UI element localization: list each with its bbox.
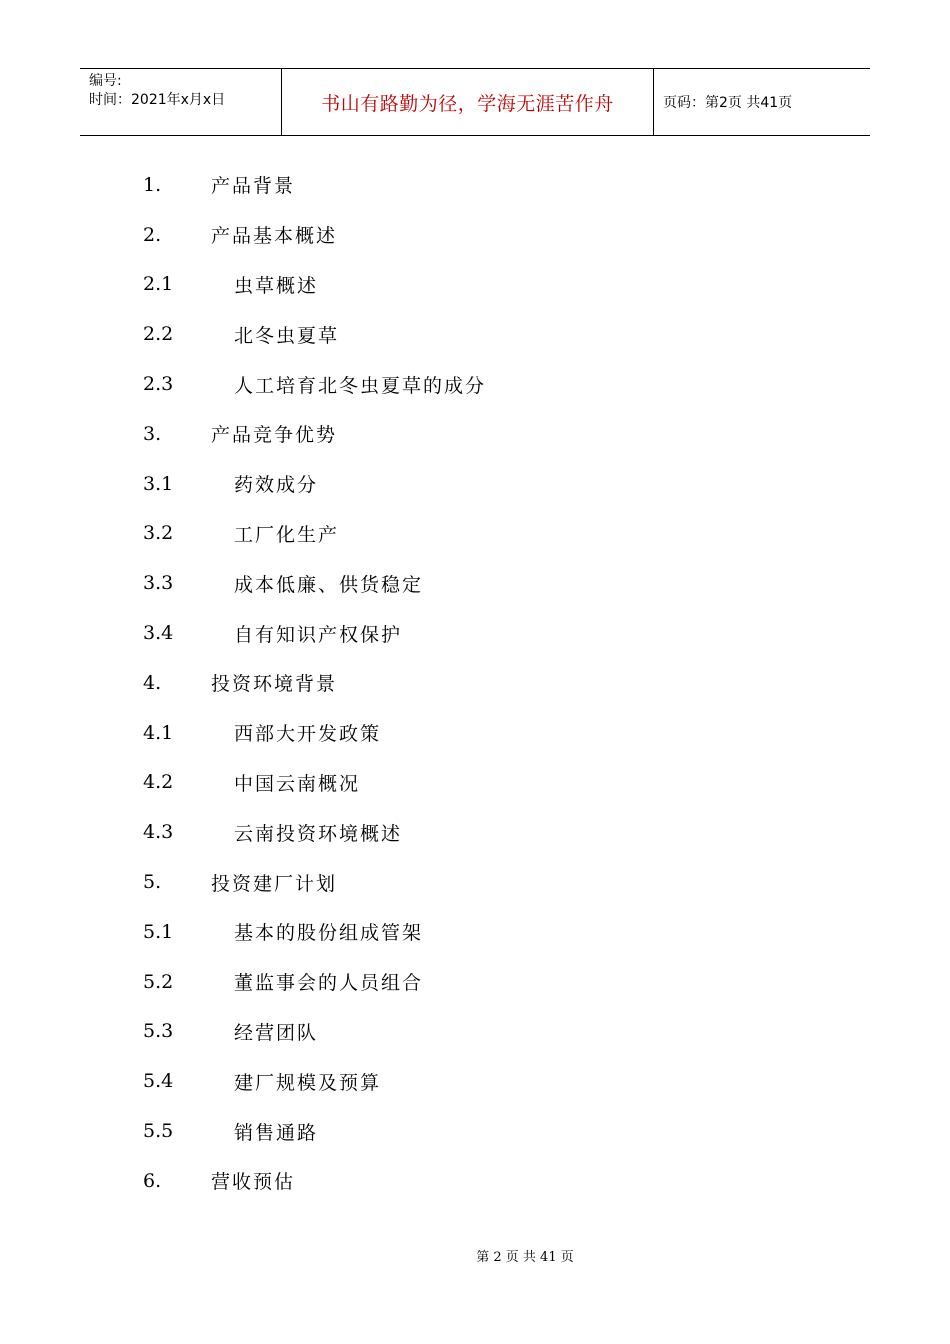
toc-entry-number: 5.1	[143, 920, 174, 943]
toc-entry-title: 投资环境背景	[211, 673, 338, 696]
toc-entry	[143, 957, 843, 1007]
toc-entry-number: 2.2	[143, 323, 174, 346]
toc-entry-number: 5.4	[143, 1070, 174, 1093]
toc-entry-title: 虫草概述	[234, 274, 319, 297]
toc-entry	[143, 260, 843, 310]
toc-entry	[143, 558, 843, 608]
toc-entry	[143, 608, 843, 658]
toc-entry-title: 投资建厂计划	[211, 872, 338, 895]
toc-entry-number: 3.3	[143, 572, 174, 595]
toc-entry	[143, 359, 843, 409]
toc-entry-title: 云南投资环境概述	[234, 822, 403, 845]
toc-entry-number: 4.2	[143, 771, 174, 794]
toc-entry-title: 产品背景	[211, 175, 296, 198]
toc-entry-number: 4.3	[143, 821, 174, 844]
document-number-label: 编号:	[89, 73, 122, 89]
toc-entry-title: 工厂化生产	[234, 523, 340, 546]
toc-entry-title: 营收预估	[211, 1171, 296, 1194]
toc-entry-number: 5.5	[143, 1120, 174, 1143]
toc-entry	[143, 309, 843, 359]
toc-entry-number: 2.	[143, 223, 162, 246]
toc-entry-number: 5.	[143, 871, 162, 894]
toc-entry-number: 2.1	[143, 273, 174, 296]
toc-entry-number: 1.	[143, 173, 162, 196]
header-motto: 书山有路勤为径，学海无涯苦作舟	[282, 69, 654, 135]
toc-entry-number: 4.1	[143, 721, 174, 744]
toc-entry	[143, 857, 843, 907]
toc-entry	[143, 210, 843, 260]
toc-entry	[143, 160, 843, 210]
toc-entry-title: 西部大开发政策	[234, 723, 382, 746]
toc-entry-title: 经营团队	[234, 1021, 319, 1044]
toc-entry	[143, 1056, 843, 1106]
toc-entry	[143, 708, 843, 758]
toc-entry-title: 自有知识产权保护	[234, 623, 403, 646]
toc-entry	[143, 907, 843, 957]
toc-entry	[143, 807, 843, 857]
toc-entry-number: 3.	[143, 422, 162, 445]
toc-entry-title: 产品竞争优势	[211, 424, 338, 447]
toc-entry-title: 董监事会的人员组合	[234, 972, 424, 995]
toc-entry-title: 基本的股份组成管架	[234, 922, 424, 945]
page-footer: 第 2 页 共 41 页	[476, 1250, 574, 1265]
toc-entry-title: 药效成分	[234, 474, 319, 497]
toc-entry	[143, 459, 843, 509]
toc-entry-number: 3.4	[143, 622, 174, 645]
toc-entry-number: 5.2	[143, 970, 174, 993]
toc-entry-number: 6.	[143, 1169, 162, 1192]
toc-entry	[143, 1007, 843, 1057]
toc-entry-title: 人工培育北冬虫夏草的成分	[234, 374, 487, 397]
table-of-contents	[143, 160, 843, 1206]
toc-entry-number: 3.1	[143, 472, 174, 495]
toc-entry	[143, 409, 843, 459]
toc-entry-number: 5.3	[143, 1020, 174, 1043]
page-header	[80, 68, 870, 136]
header-page-info: 页码：第2页 共41页	[663, 95, 793, 111]
toc-entry	[143, 658, 843, 708]
toc-entry-title: 北冬虫夏草	[234, 324, 340, 347]
header-meta	[80, 69, 282, 135]
toc-entry-number: 4.	[143, 671, 162, 694]
toc-entry-title: 建厂规模及预算	[234, 1071, 382, 1094]
toc-entry-number: 3.2	[143, 522, 174, 545]
toc-entry-number: 2.3	[143, 373, 174, 396]
toc-entry	[143, 509, 843, 559]
toc-entry-title: 成本低廉、供货稳定	[234, 573, 424, 596]
toc-entry	[143, 758, 843, 808]
document-time-label: 时间：2021年x月x日	[89, 92, 226, 108]
toc-entry	[143, 1106, 843, 1156]
toc-entry-title: 中国云南概况	[234, 772, 361, 795]
toc-entry-title: 销售通路	[234, 1121, 319, 1144]
toc-entry-title: 产品基本概述	[211, 225, 338, 248]
toc-entry	[143, 1156, 843, 1206]
